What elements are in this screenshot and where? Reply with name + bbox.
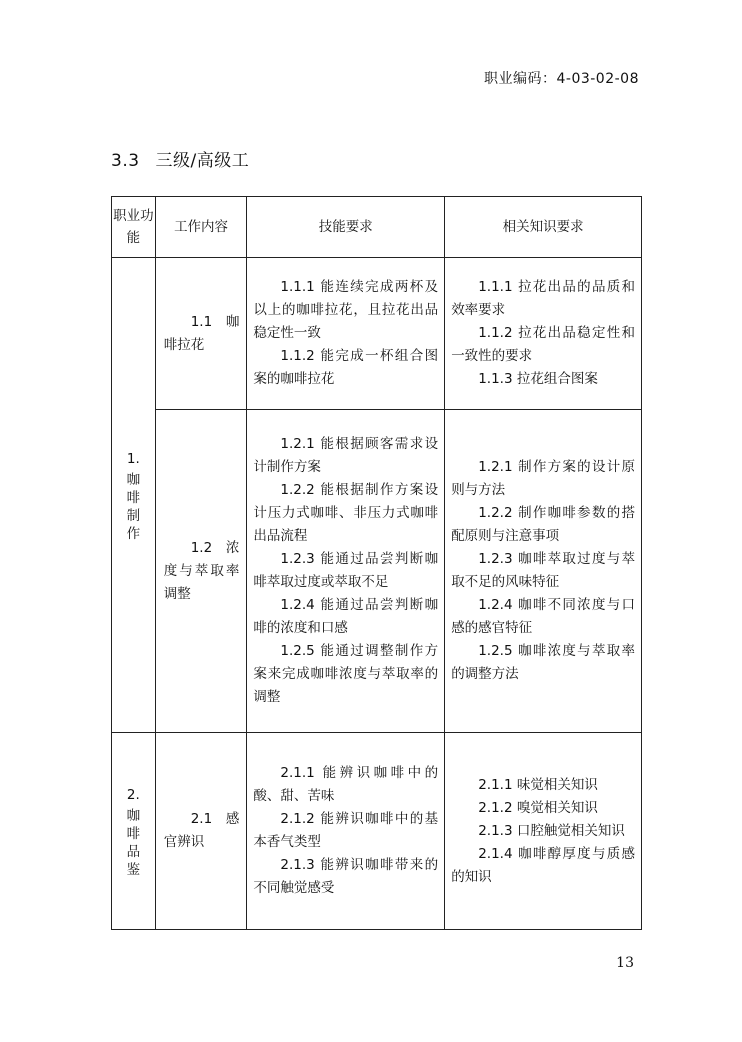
skill-item: 2.1.3 能辨识咖啡带来的不同触觉感受 (253, 857, 439, 896)
knowledge-item: 1.2.1 制作方案的设计原则与方法 (451, 459, 635, 498)
occupation-code-label: 职业编码： (483, 71, 557, 87)
header-knowledge: 相关知识要求 (445, 197, 642, 258)
skill-requirements-table (111, 196, 642, 930)
function-cell (112, 733, 156, 930)
knowledge-item: 2.1.4 咖啡醇厚度与质感的知识 (451, 845, 635, 885)
knowledge-item: 1.2.5 咖啡浓度与萃取率的调整方法 (451, 643, 635, 682)
knowledge-item: 1.1.2 拉花出品稳定性和一致性的要求 (451, 325, 635, 364)
function-name: 咖啡品鉴 (126, 807, 141, 878)
work-content-cell (155, 410, 247, 733)
skills-cell (247, 733, 445, 930)
work-content-cell (155, 733, 247, 930)
skill-item: 1.2.1 能根据顾客需求设计制作方案 (253, 436, 439, 475)
skills-cell (247, 258, 445, 410)
occupation-code (484, 68, 639, 88)
skills-cell (247, 410, 445, 733)
page-number: 13 (616, 955, 634, 971)
header-content: 工作内容 (155, 197, 247, 258)
table-row (112, 410, 642, 733)
knowledge-item: 1.1.3 拉花组合图案 (478, 371, 598, 387)
occupation-code-value: 4-03-02-08 (556, 71, 639, 87)
knowledge-item: 1.2.3 咖啡萃取过度与萃取不足的风味特征 (451, 551, 635, 590)
table-row (112, 733, 642, 930)
knowledge-item: 1.2.2 制作咖啡参数的搭配原则与注意事项 (451, 505, 635, 544)
function-name: 咖啡制作 (126, 471, 141, 542)
knowledge-cell (445, 410, 642, 733)
work-content: 2.1 感官辨识 (163, 811, 240, 850)
knowledge-item: 2.1.2 嗅觉相关知识 (478, 799, 598, 816)
skill-item: 1.2.4 能通过品尝判断咖啡的浓度和口感 (253, 597, 439, 636)
header-skills: 技能要求 (247, 197, 445, 258)
skill-item: 2.1.2 能辨识咖啡中的基本香气类型 (253, 811, 439, 850)
knowledge-cell (445, 258, 642, 410)
knowledge-item: 1.2.4 咖啡不同浓度与口感的感官特征 (451, 597, 635, 636)
skill-item: 2.1.1 能辨识咖啡中的酸、甜、苦味 (253, 765, 439, 804)
skill-item: 1.2.5 能通过调整制作方案来完成咖啡浓度与萃取率的调整 (253, 643, 439, 705)
knowledge-item: 2.1.1 味觉相关知识 (478, 776, 598, 793)
skill-item: 1.1.2 能完成一杯组合图案的咖啡拉花 (253, 348, 439, 387)
function-number: 1. (126, 450, 140, 467)
skill-item: 1.2.2 能根据制作方案设计压力式咖啡、非压力式咖啡出品流程 (253, 482, 439, 544)
knowledge-item: 2.1.3 口腔触觉相关知识 (478, 822, 625, 839)
table-row (112, 258, 642, 410)
skill-item: 1.1.1 能连续完成两杯及以上的咖啡拉花，且拉花出品稳定性一致 (253, 279, 439, 341)
section-heading (111, 146, 249, 171)
work-content: 1.1 咖啡拉花 (163, 313, 240, 353)
knowledge-cell (445, 733, 642, 930)
work-content-cell (155, 258, 247, 410)
header-function: 职业功能 (112, 197, 156, 258)
skill-item: 1.2.3 能通过品尝判断咖啡萃取过度或萃取不足 (253, 551, 439, 590)
section-number: 3.3 (111, 151, 140, 171)
section-title: 三级/高级工 (155, 151, 250, 171)
function-cell (112, 258, 156, 733)
knowledge-item: 1.1.1 拉花出品的品质和效率要求 (451, 279, 635, 318)
work-content: 1.2 浓度与萃取率调整 (163, 539, 240, 602)
function-number: 2. (126, 786, 140, 803)
table-header-row (112, 197, 642, 258)
